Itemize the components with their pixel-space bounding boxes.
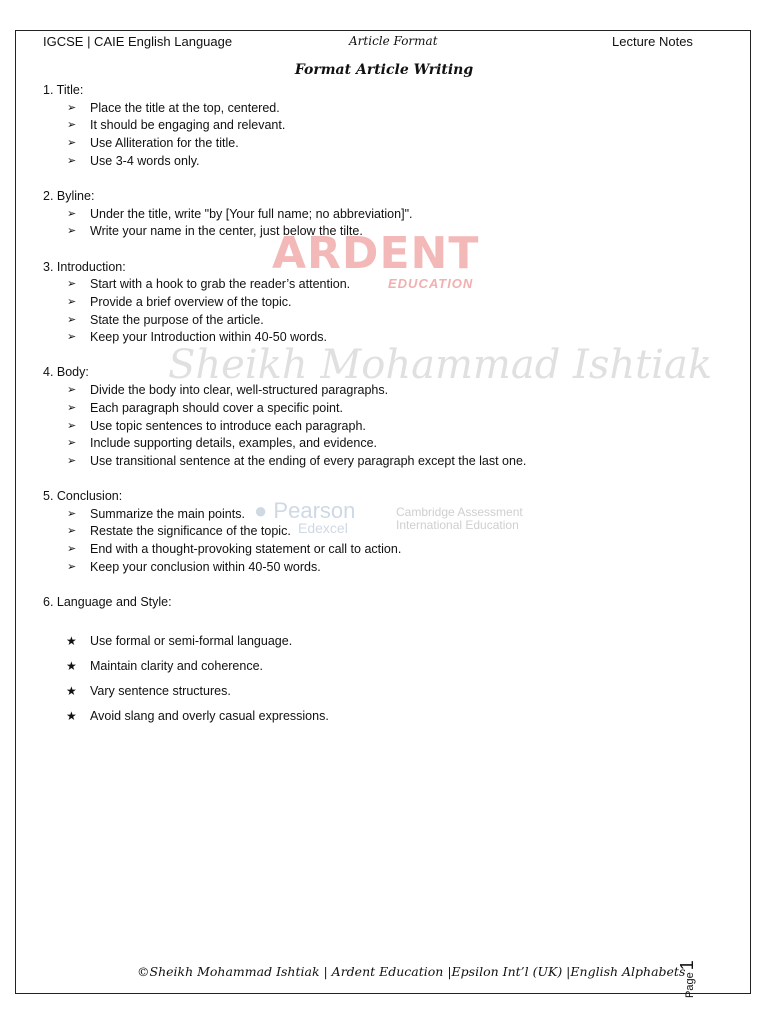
arrow-bullet-icon: ➢ — [67, 437, 77, 450]
section-body — [43, 364, 733, 470]
section-heading: 4. Body: — [43, 365, 89, 380]
list-item-text: Use formal or semi-formal language. — [90, 633, 293, 648]
list-item-text: Use Alliteration for the title. — [90, 136, 239, 151]
list-item — [43, 559, 733, 577]
list-item — [43, 153, 733, 171]
section-language-style — [43, 594, 733, 729]
list-item — [43, 135, 733, 153]
list-item — [43, 629, 733, 654]
list-item-text: Provide a brief overview of the topic. — [90, 294, 292, 309]
star-bullet-icon: ★ — [66, 708, 77, 723]
list-item — [43, 312, 733, 330]
arrow-bullet-icon: ➢ — [67, 137, 77, 150]
arrow-bullet-icon: ➢ — [67, 225, 77, 238]
watermark-cambridge-line2: International Education — [396, 518, 519, 532]
list-item-text: Use topic sentences to introduce each paragraph. — [90, 418, 366, 433]
list-item-text: End with a thought-provoking statement or call to action. — [90, 542, 402, 557]
arrow-bullet-icon: ➢ — [67, 454, 77, 467]
content — [43, 82, 733, 746]
list-item-text: State the purpose of the article. — [90, 312, 264, 327]
arrow-bullet-icon: ➢ — [67, 507, 77, 520]
section-conclusion — [43, 488, 733, 576]
watermark-signature: Sheikh Mohammad Ishtiak — [168, 342, 713, 388]
arrow-bullet-icon: ➢ — [67, 401, 77, 414]
list-item-text: Maintain clarity and coherence. — [90, 658, 264, 673]
list-item — [43, 704, 733, 729]
arrow-bullet-icon: ➢ — [67, 560, 77, 573]
list-item — [43, 100, 733, 118]
list-item — [43, 506, 733, 524]
list-item-text: Place the title at the top, centered. — [90, 100, 280, 115]
star-bullet-icon: ★ — [66, 633, 77, 648]
section-heading: 2. Byline: — [43, 188, 95, 203]
list-item — [43, 117, 733, 135]
list-item — [43, 223, 733, 241]
watermark-brand-sub: EDUCATION — [388, 276, 474, 291]
list-item-text: Keep your conclusion within 40-50 words. — [90, 559, 321, 574]
arrow-bullet-icon: ➢ — [67, 543, 77, 556]
section-title — [43, 82, 733, 170]
arrow-bullet-icon: ➢ — [67, 384, 77, 397]
list-item-text: Summarize the main points. — [90, 506, 245, 521]
list-item — [43, 418, 733, 436]
list-item-text: Restate the significance of the topic. — [90, 524, 291, 539]
section-introduction — [43, 259, 733, 347]
list-item — [43, 435, 733, 453]
section-byline — [43, 188, 733, 241]
list-item-text: It should be engaging and relevant. — [90, 118, 286, 133]
header-notes-label: Lecture Notes — [612, 34, 693, 49]
list-item — [43, 541, 733, 559]
arrow-bullet-icon: ➢ — [67, 278, 77, 291]
arrow-bullet-icon: ➢ — [67, 313, 77, 326]
header-course: IGCSE | CAIE English Language — [43, 34, 233, 49]
pearson-logo-icon: ● — [254, 498, 268, 523]
star-bullet-icon: ★ — [66, 683, 77, 698]
arrow-bullet-icon: ➢ — [67, 119, 77, 132]
list-item-text: Keep your Introduction within 40-50 words. — [90, 330, 327, 345]
page-number-value: 1 — [677, 960, 697, 971]
list-item-text: Start with a hook to grab the reader’s attention. — [90, 277, 351, 292]
watermark-cambridge-line1: Cambridge Assessment — [396, 505, 523, 519]
list-item-text: Write your name in the center, just below the tilte. — [90, 224, 363, 239]
list-item — [43, 382, 733, 400]
arrow-bullet-icon: ➢ — [67, 525, 77, 538]
list-item-text: Divide the body into clear, well-structured paragraphs. — [90, 383, 389, 398]
list-item — [43, 679, 733, 704]
section-heading: 5. Conclusion: — [43, 489, 123, 504]
arrow-bullet-icon: ➢ — [67, 207, 77, 220]
list-item-text: Use transitional sentence at the ending of every paragraph except the last one. — [90, 453, 527, 468]
list-item — [43, 453, 733, 471]
footer-credits: ©Sheikh Mohammad Ishtiak | Ardent Education |Epsilon Int’l (UK) |English Alphabets — [137, 964, 686, 979]
section-heading: 3. Introduction: — [43, 259, 126, 274]
list-item — [43, 654, 733, 679]
watermark-brand: ARDENT — [272, 228, 480, 279]
list-item-text: Under the title, write "by [Your full name; no abbreviation]". — [90, 206, 413, 221]
watermark-pearson-text: Pearson — [273, 498, 356, 523]
section-heading: 6. Language and Style: — [43, 595, 172, 609]
watermark-pearson-sub: Edexcel — [298, 520, 348, 536]
list-item — [43, 400, 733, 418]
list-item — [43, 523, 733, 541]
page-label: Page — [684, 972, 696, 998]
arrow-bullet-icon: ➢ — [67, 331, 77, 344]
page-number — [677, 958, 717, 998]
star-bullet-icon: ★ — [66, 658, 77, 673]
arrow-bullet-icon: ➢ — [67, 101, 77, 114]
arrow-bullet-icon: ➢ — [67, 295, 77, 308]
list-item — [43, 329, 733, 347]
arrow-bullet-icon: ➢ — [67, 154, 77, 167]
arrow-bullet-icon: ➢ — [67, 419, 77, 432]
list-item — [43, 206, 733, 224]
header-topic: Article Format — [349, 34, 438, 48]
list-item-text: Include supporting details, examples, and evidence. — [90, 436, 377, 451]
list-item-text: Vary sentence structures. — [90, 683, 231, 698]
list-item-text: Each paragraph should cover a specific point. — [90, 400, 343, 415]
section-heading: 1. Title: — [43, 83, 84, 97]
page-title: Format Article Writing — [294, 62, 474, 78]
list-item-text: Use 3-4 words only. — [90, 153, 200, 168]
list-item — [43, 294, 733, 312]
list-item — [43, 276, 733, 294]
list-item-text: Avoid slang and overly casual expressions. — [90, 708, 329, 723]
